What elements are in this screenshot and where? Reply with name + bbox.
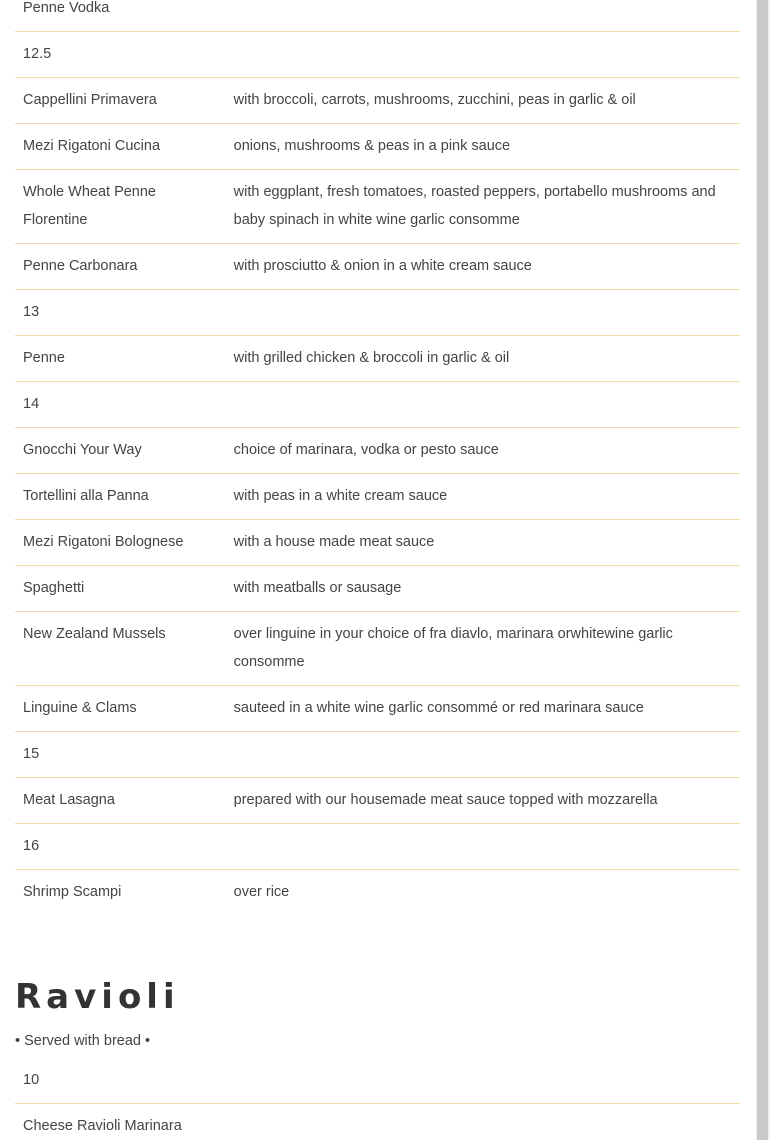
- menu-item-name: Mezi Rigatoni Cucina: [23, 138, 161, 154]
- price-row: [15, 1058, 740, 1104]
- menu-item-description: over rice: [233, 884, 290, 900]
- menu-item-description: with a house made meat sauce: [233, 534, 435, 550]
- menu-item-row: [15, 870, 740, 916]
- menu-item-name: Penne Carbonara: [23, 258, 138, 274]
- menu-item-description: choice of marinara, vodka or pesto sauce: [233, 442, 499, 458]
- menu-item-description: onions, mushrooms & peas in a pink sauce: [233, 138, 511, 154]
- menu-item-name: Penne: [23, 350, 65, 366]
- menu-item-description: [226, 1104, 740, 1140]
- price-row: [15, 382, 740, 428]
- price-tier: 14: [23, 396, 40, 412]
- menu-item-name: Shrimp Scampi: [23, 884, 122, 900]
- menu-item-description: over linguine in your choice of fra diavlo, marinara orwhitewine garlic consomme: [233, 626, 673, 670]
- price-row: [15, 32, 740, 78]
- menu-item-description: [226, 0, 740, 32]
- ravioli-menu-body: [15, 1058, 740, 1140]
- menu-item-description: with grilled chicken & broccoli in garlic & oil: [233, 350, 510, 366]
- price-row: [15, 824, 740, 870]
- price-row: [15, 290, 740, 336]
- price-tier: 10: [23, 1072, 40, 1088]
- ravioli-served-note: • Served with bread •: [15, 1033, 151, 1049]
- menu-item-description: with meatballs or sausage: [233, 580, 402, 596]
- price-row: [15, 732, 740, 778]
- menu-item-description: with broccoli, carrots, mushrooms, zucchini, peas in garlic & oil: [233, 92, 636, 108]
- menu-item-row: [15, 336, 740, 382]
- menu-item-description: with prosciutto & onion in a white cream sauce: [233, 258, 532, 274]
- menu-item-name: Tortellini alla Panna: [23, 488, 149, 504]
- menu-item-name: Cheese Ravioli Marinara: [23, 1118, 182, 1134]
- scrollbar-thumb[interactable]: [757, 0, 768, 1140]
- menu-item-row: [15, 474, 740, 520]
- menu-item-name: Mezi Rigatoni Bolognese: [23, 534, 184, 550]
- menu-item-description: with peas in a white cream sauce: [233, 488, 448, 504]
- ravioli-menu-table: [15, 1058, 740, 1140]
- ravioli-heading: Ravioli: [15, 977, 180, 1017]
- pasta-menu-table: [15, 0, 740, 915]
- menu-item-description: prepared with our housemade meat sauce topped with mozzarella: [233, 792, 658, 808]
- menu-item-row: [15, 244, 740, 290]
- menu-item-name: Spaghetti: [23, 580, 85, 596]
- pasta-menu-body: [15, 0, 740, 915]
- menu-item-row: [15, 170, 740, 244]
- menu-item-name: Penne Vodka: [23, 0, 110, 16]
- menu-item-row: [15, 78, 740, 124]
- price-tier: 12.5: [23, 46, 52, 62]
- menu-item-row: [15, 778, 740, 824]
- menu-item-row: [15, 1104, 740, 1140]
- menu-item-name: Cappellini Primavera: [23, 92, 157, 108]
- menu-item-name: Whole Wheat Penne Florentine: [23, 184, 156, 228]
- menu-item-name: New Zealand Mussels: [23, 626, 166, 642]
- menu-item-name: Gnocchi Your Way: [23, 442, 142, 458]
- price-tier: 15: [23, 746, 40, 762]
- menu-item-row: [15, 520, 740, 566]
- price-tier: 13: [23, 304, 40, 320]
- menu-item-description: with eggplant, fresh tomatoes, roasted peppers, portabello mushrooms and baby spinach in white wine garlic consomme: [233, 184, 716, 228]
- menu-item-row: [15, 0, 740, 32]
- menu-item-name: Meat Lasagna: [23, 792, 115, 808]
- menu-item-row: [15, 124, 740, 170]
- price-tier: 16: [23, 838, 40, 854]
- menu-item-row: [15, 686, 740, 732]
- menu-item-description: sauteed in a white wine garlic consommé or red marinara sauce: [233, 700, 644, 716]
- menu-item-name: Linguine & Clams: [23, 700, 137, 716]
- menu-item-row: [15, 428, 740, 474]
- menu-content: [15, 0, 740, 1140]
- menu-item-row: [15, 566, 740, 612]
- menu-item-row: [15, 612, 740, 686]
